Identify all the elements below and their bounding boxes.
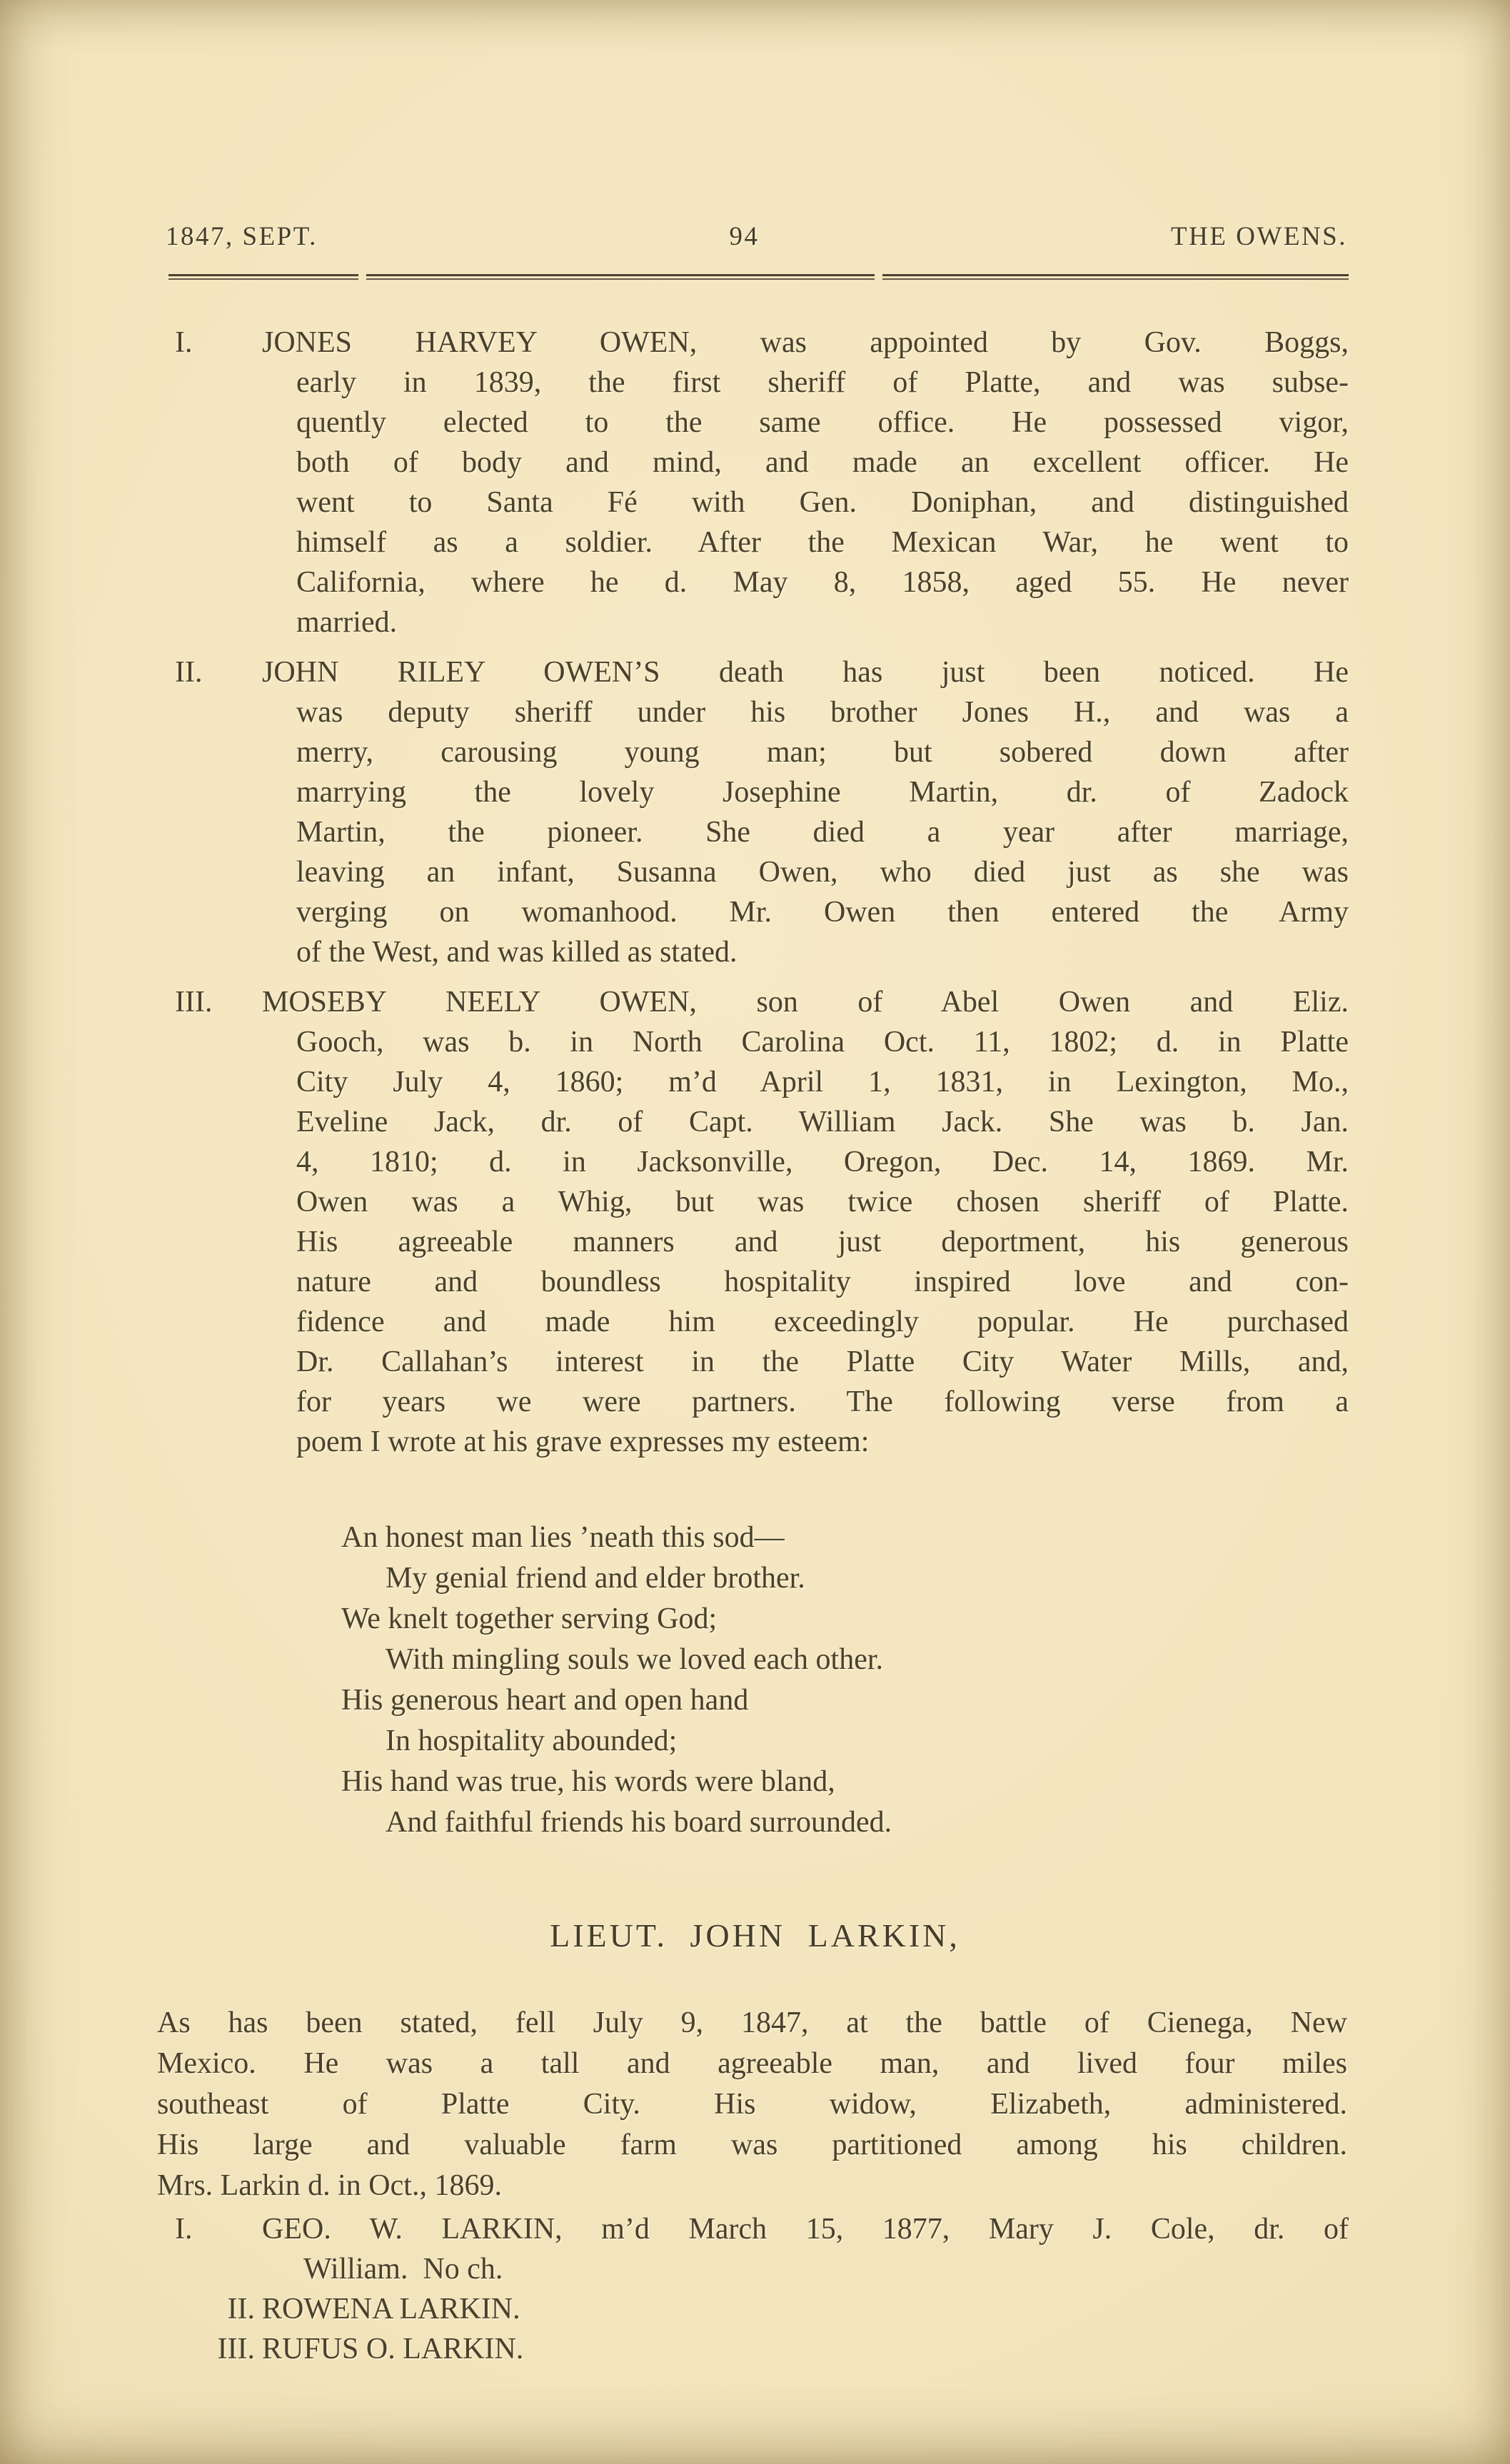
entry-numeral: III. [217,2333,255,2365]
entry-text: RUFUS O. LARKIN. [262,2333,524,2365]
text-line: Eveline Jack, dr. of Capt. William Jack. She was b. Jan. [296,1106,1349,1138]
rule-segment [366,274,875,280]
rule-segment [168,274,358,280]
page-number: 94 [729,222,760,251]
entry-numeral: I. [175,326,193,359]
poem-line: An honest man lies ’neath this sod— [341,1521,785,1554]
text-line [175,2289,1349,2329]
poem-line: His hand was true, his words were bland, [341,1765,835,1798]
rule-segment [882,274,1349,280]
text-line: of the West, and was killed as stated. [296,936,738,969]
header-rule [168,274,1349,281]
poem-line: In hospitality abounded; [386,1725,678,1757]
section-heading-larkin: LIEUT. JOHN LARKIN, [550,1917,960,1954]
text-line: California, where he d. May 8, 1858, aged 55. He never [296,566,1349,599]
poem-line: And faithful friends his board surrounded. [386,1806,892,1839]
entry-numeral: II. [227,2293,255,2326]
larkin-children-list [175,2209,1349,2369]
text-line: early in 1839, the first sheriff of Platte, and was subse- [296,366,1349,399]
poem-line: His generous heart and open hand [341,1684,749,1717]
larkin-entry-3 [175,2329,1349,2369]
text-line: nature and boundless hospitality inspired love and con- [296,1266,1349,1298]
text-line: As has been stated, fell July 9, 1847, at the battle of Cienega, New [157,2006,1347,2039]
text-line: quently elected to the same office. He possessed vigor, [296,406,1349,439]
running-header [166,221,1347,252]
entry-text: JOHN RILEY OWEN’S death has just been noticed. He [262,656,1349,689]
text-line: marrying the lovely Josephine Martin, dr. of Zadock [296,776,1349,809]
text-line: William. No ch. [303,2253,503,2286]
text-line: married. [296,606,398,639]
owens-section [175,323,1349,1462]
owen-entry-2 [175,652,1349,972]
entry-numeral: II. [175,656,203,689]
entry-text: ROWENA LARKIN. [262,2293,520,2326]
text-line: merry, carousing young man; but sobered down after [296,736,1349,769]
text-line [175,323,1349,363]
entry-text: MOSEBY NEELY OWEN, son of Abel Owen and Eliz. [262,986,1349,1019]
text-line [175,982,1349,1022]
text-line: Gooch, was b. in North Carolina Oct. 11, 1802; d. in Platte [296,1026,1349,1059]
text-line: City July 4, 1860; m’d April 1, 1831, in Lexington, Mo., [296,1066,1349,1099]
text-line: 4, 1810; d. in Jacksonville, Oregon, Dec. 14, 1869. Mr. [296,1146,1349,1178]
text-line: His agreeable manners and just deportment, his generous [296,1226,1349,1258]
text-line: for years we were partners. The following verse from a [296,1385,1349,1418]
grave-poem [341,1518,1510,1843]
text-line [175,2209,1349,2249]
text-line: was deputy sheriff under his brother Jones H., and was a [296,696,1349,729]
text-line: both of body and mind, and made an excellent officer. He [296,446,1349,479]
poem-line: With mingling souls we loved each other. [386,1643,884,1676]
entry-text: GEO. W. LARKIN, m’d March 15, 1877, Mary J. Cole, dr. of [262,2213,1349,2246]
larkin-entry-2 [175,2289,1349,2329]
text-line: poem I wrote at his grave expresses my esteem: [296,1425,870,1458]
text-line: Dr. Callahan’s interest in the Platte City Water Mills, and, [296,1345,1349,1378]
owen-entry-3 [175,982,1349,1462]
larkin-entry-1 [175,2209,1349,2289]
text-line: Mexico. He was a tall and agreeable man, and lived four miles [157,2047,1347,2080]
header-date: 1847, SEPT. [166,222,318,251]
text-line: Mrs. Larkin d. in Oct., 1869. [157,2169,502,2202]
text-line: Martin, the pioneer. She died a year after marriage, [296,816,1349,849]
poem-line: We knelt together serving God; [341,1602,718,1635]
text-line: southeast of Platte City. His widow, Elizabeth, administered. [157,2088,1347,2121]
larkin-paragraph [157,2003,1347,2206]
header-title: THE OWENS. [1171,222,1347,251]
entry-numeral: III. [175,986,213,1019]
text-line [175,652,1349,692]
text-line: Owen was a Whig, but was twice chosen sheriff of Platte. [296,1186,1349,1218]
text-line: went to Santa Fé with Gen. Doniphan, and distinguished [296,486,1349,519]
text-line: himself as a soldier. After the Mexican War, he went to [296,526,1349,559]
poem-line: My genial friend and elder brother. [386,1562,805,1595]
page-body [0,323,1510,2369]
owen-entry-1 [175,323,1349,642]
text-line [175,2329,1349,2369]
text-line: His large and valuable farm was partitioned among his children. [157,2129,1347,2161]
entry-numeral: I. [175,2213,193,2246]
text-line: fidence and made him exceedingly popular. He purchased [296,1306,1349,1338]
text-line: verging on womanhood. Mr. Owen then entered the Army [296,896,1349,929]
entry-text: JONES HARVEY OWEN, was appointed by Gov. Boggs, [262,326,1349,359]
text-line: leaving an infant, Susanna Owen, who died just as she was [296,856,1349,889]
